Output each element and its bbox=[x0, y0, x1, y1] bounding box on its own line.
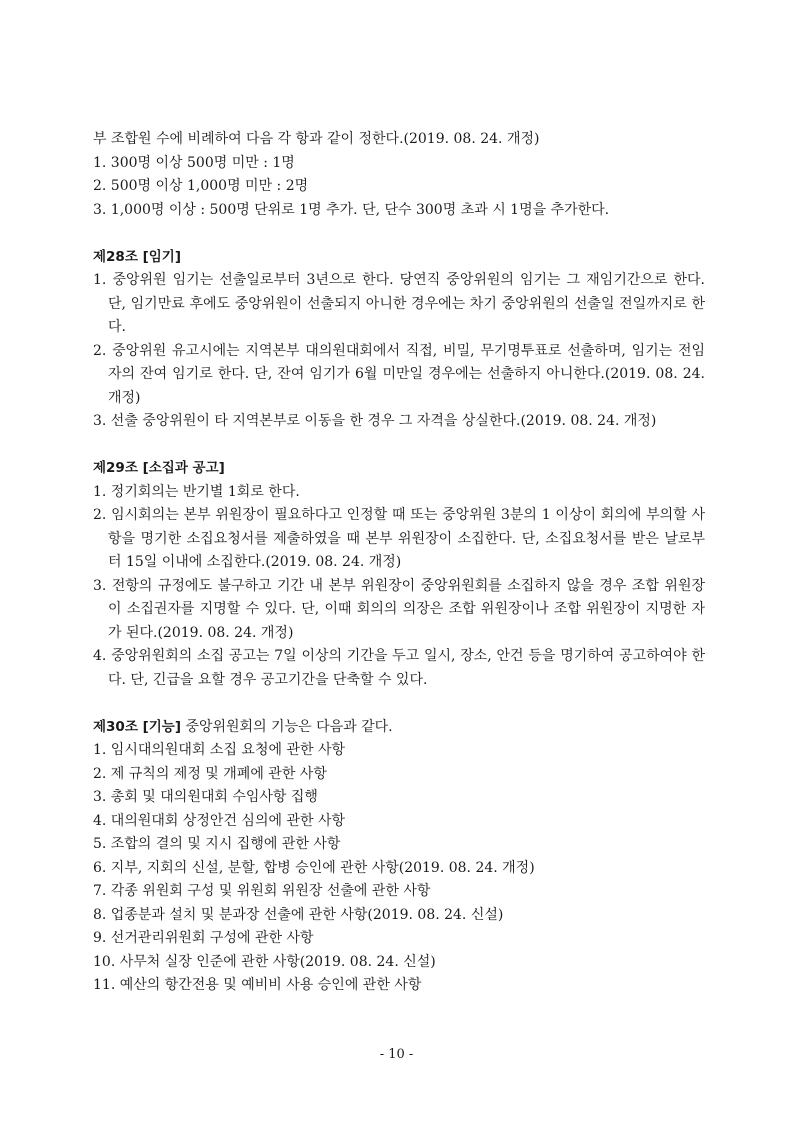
list-item: 3. 1,000명 이상 : 500명 단위로 1명 추가. 단, 단수 300명 초과 시 1명을 추가한다. bbox=[93, 201, 610, 218]
list-item: 7. 각종 위원회 구성 및 위원회 위원장 선출에 관한 사항 bbox=[93, 883, 431, 899]
article-29-heading: 제29조 [소집과 공고] bbox=[93, 460, 225, 476]
list-item: 2. 500명 이상 1,000명 미만 : 2명 bbox=[93, 178, 309, 194]
page-number: - 10 - bbox=[379, 1047, 414, 1062]
intro-text: 부 조합원 수에 비례하여 다음 각 항과 같이 정한다.(2019. 08. 24. 개정) bbox=[93, 131, 540, 147]
article-30-heading: 제30조 [기능] 중앙위원회의 기능은 다음과 같다. bbox=[93, 718, 393, 735]
list-item: 8. 업종분과 설치 및 분과장 선출에 관한 사항(2019. 08. 24. 신설) bbox=[93, 906, 504, 923]
list-item: 3. 선출 중앙위원이 타 지역본부로 이동을 한 경우 그 자격을 상실한다.(2019. 08. 24. 개정) bbox=[93, 413, 657, 429]
list-item: 1. 임시대의원대회 소집 요청에 관한 사항 bbox=[93, 742, 345, 758]
list-item: 2. 중앙위원 유고시에는 지역본부 대의원대회에서 직접, 비밀, 무기명투표로 선출하며, 임기는 전임자의 잔여 임기로 한다. 단, 잔여 임기가 6월 미만일 경우에는 선출하지 아니한다.(2019. 08. 24. 개정) bbox=[93, 342, 705, 406]
list-item: 4. 중앙위원회의 소집 공고는 7일 이상의 기간을 두고 일시, 장소, 안건 등을 명기하여 공고하여야 한다. 단, 긴급을 요할 경우 공고기간을 단축할 수 있다. bbox=[93, 648, 705, 688]
list-item: 3. 전항의 규정에도 불구하고 기간 내 본부 위원장이 중앙위원회를 소집하지 않을 경우 조합 위원장이 소집권자를 지명할 수 있다. 단, 이때 회의의 의장은 조합 위원장이나 조합 위원장이 지명한 자가 된다.(2019. 08. 24. 개정) bbox=[93, 577, 705, 641]
list-item: 11. 예산의 항간전용 및 예비비 사용 승인에 관한 사항 bbox=[93, 977, 422, 993]
article-28-heading: 제28조 [임기] bbox=[93, 248, 181, 265]
list-item: 1. 정기회의는 반기별 1회로 한다. bbox=[93, 483, 300, 500]
list-item: 4. 대의원대회 상정안건 심의에 관한 사항 bbox=[93, 812, 345, 829]
list-item: 5. 조합의 결의 및 지시 집행에 관한 사항 bbox=[93, 836, 341, 852]
list-item: 1. 300명 이상 500명 미만 : 1명 bbox=[93, 154, 295, 171]
list-item: 3. 총회 및 대의원대회 수임사항 집행 bbox=[93, 789, 318, 805]
list-item: 10. 사무처 실장 인준에 관한 사항(2019. 08. 24. 신설) bbox=[93, 953, 436, 970]
document-body bbox=[93, 128, 705, 998]
list-item: 6. 지부, 지회의 신설, 분할, 합병 승인에 관한 사항(2019. 08. 24. 개정) bbox=[93, 859, 535, 876]
list-item: 2. 임시회의는 본부 위원장이 필요하다고 인정할 때 또는 중앙위원 3분의 1 이상이 회의에 부의할 사항을 명기한 소집요청서를 제출하였을 때 본부 위원장이 소집한다. 단, 소집요청서를 받은 날로부터 15일 이내에 소집한다.(2019. 08. 24. 개정) bbox=[93, 507, 705, 570]
list-item: 2. 제 규칙의 제정 및 개폐에 관한 사항 bbox=[93, 765, 327, 782]
list-item: 9. 선거관리위원회 구성에 관한 사항 bbox=[93, 930, 314, 946]
list-item: 1. 중앙위원 임기는 선출일로부터 3년으로 한다. 당연직 중앙위원의 임기는 그 재임기간으로 한다. 단, 임기만료 후에도 중앙위원이 선출되지 아니한 경우에는 차기 중앙위원의 선출일 전일까지로 한다. bbox=[93, 272, 705, 335]
